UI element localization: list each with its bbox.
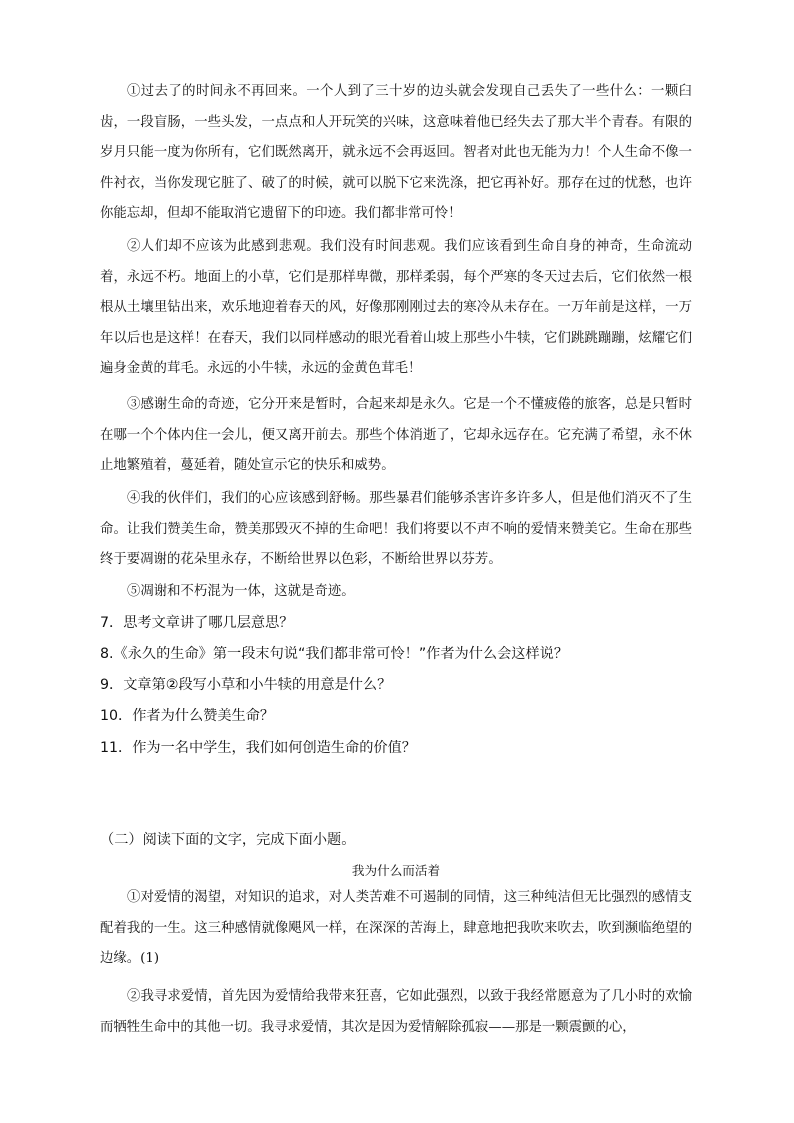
- question-10: 10．作者为什么赞美生命？: [100, 708, 275, 724]
- question-7: 7．思考文章讲了哪几层意思？: [100, 615, 294, 631]
- passage1-paragraph-5: ⑤凋谢和不朽混为一体，这就是奇迹。: [127, 584, 355, 599]
- question-11: 11．作为一名中学生，我们如何创造生命的价值？: [100, 740, 416, 756]
- section2-paragraph-1: ①对爱情的渴望，对知识的追求，对人类苦难不可遏制的同情，这三种纯洁但无比强烈的感情支配着我的一生。这三种感情就像飓风一样，在深深的苦海上，肆意地把我吹来吹去，吹到濒临绝望的边缘。(1): [100, 890, 692, 967]
- question-8: 8.《永久的生命》第一段末句说“我们都非常可怜！”作者为什么会这样说？: [100, 646, 569, 662]
- passage1-paragraph-1: ①过去了的时间永不再回来。一个人到了三十岁的边头就会发现自己丢失了一些什么：一颗臼齿，一段盲肠，一些头发，一点点和人开玩笑的兴味，这意味着他已经失去了那大半个青春。有限的岁月只能一度为你所有，它们既然离开，就永远不会再返回。智者对此也无能为力！个人生命不像一件衬衣，当你发现它脏了、破了的时候，就可以脱下它来洗涤，把它再补好。那存在过的忧愁，也许你能忘却，但却不能取消它遗留下的印迹。我们都非常可怜！: [100, 84, 692, 222]
- passage1-paragraph-4: ④我的伙伴们，我们的心应该感到舒畅。那些暴君们能够杀害许多许多人，但是他们消灭不了生命。让我们赞美生命，赞美那毁灭不掉的生命吧！我们将要以不声不响的爱情来赞美它。生命在那些终于要凋谢的花朵里永存，不断给世界以色彩，不断给世界以芬芳。: [100, 491, 692, 568]
- section2-paragraph-2: ②我寻求爱情，首先因为爱情给我带来狂喜，它如此强烈，以致于我经常愿意为了几小时的欢愉而牺牲生命中的其他一切。我寻求爱情，其次是因为爱情解除孤寂——那是一颗震颤的心，: [100, 989, 692, 1035]
- passage1-paragraph-3: ③感谢生命的奇迹，它分开来是暂时，合起来却是永久。它是一个不懂疲倦的旅客，总是只暂时在哪一个个体内住一会儿，便又离开前去。那些个体消逝了，它却永远存在。它充满了希望，永不休止地繁殖着，蔓延着，随处宣示它的快乐和威势。: [100, 397, 692, 474]
- section2-title: 我为什么而活着: [351, 863, 441, 878]
- question-9: 9．文章第②段写小草和小牛犊的用意是什么？: [100, 677, 392, 693]
- section2-heading: （二）阅读下面的文字，完成下面小题。: [100, 832, 356, 848]
- passage1-paragraph-2: ②人们却不应该为此感到悲观。我们没有时间悲观。我们应该看到生命自身的神奇，生命流动着，永远不朽。地面上的小草，它们是那样卑微，那样柔弱，每个严寒的冬天过去后，它们依然一根根从土壤里钻出来，欢乐地迎着春天的风，好像那刚刚过去的寒冷从未存在。一万年前是这样，一万年以后也是这样！在春天，我们以同样感动的眼光看着山坡上那些小牛犊，它们跳跳蹦蹦，炫耀它们遍身金黄的茸毛。永远的小牛犊，永远的金黄色茸毛！: [100, 239, 692, 377]
